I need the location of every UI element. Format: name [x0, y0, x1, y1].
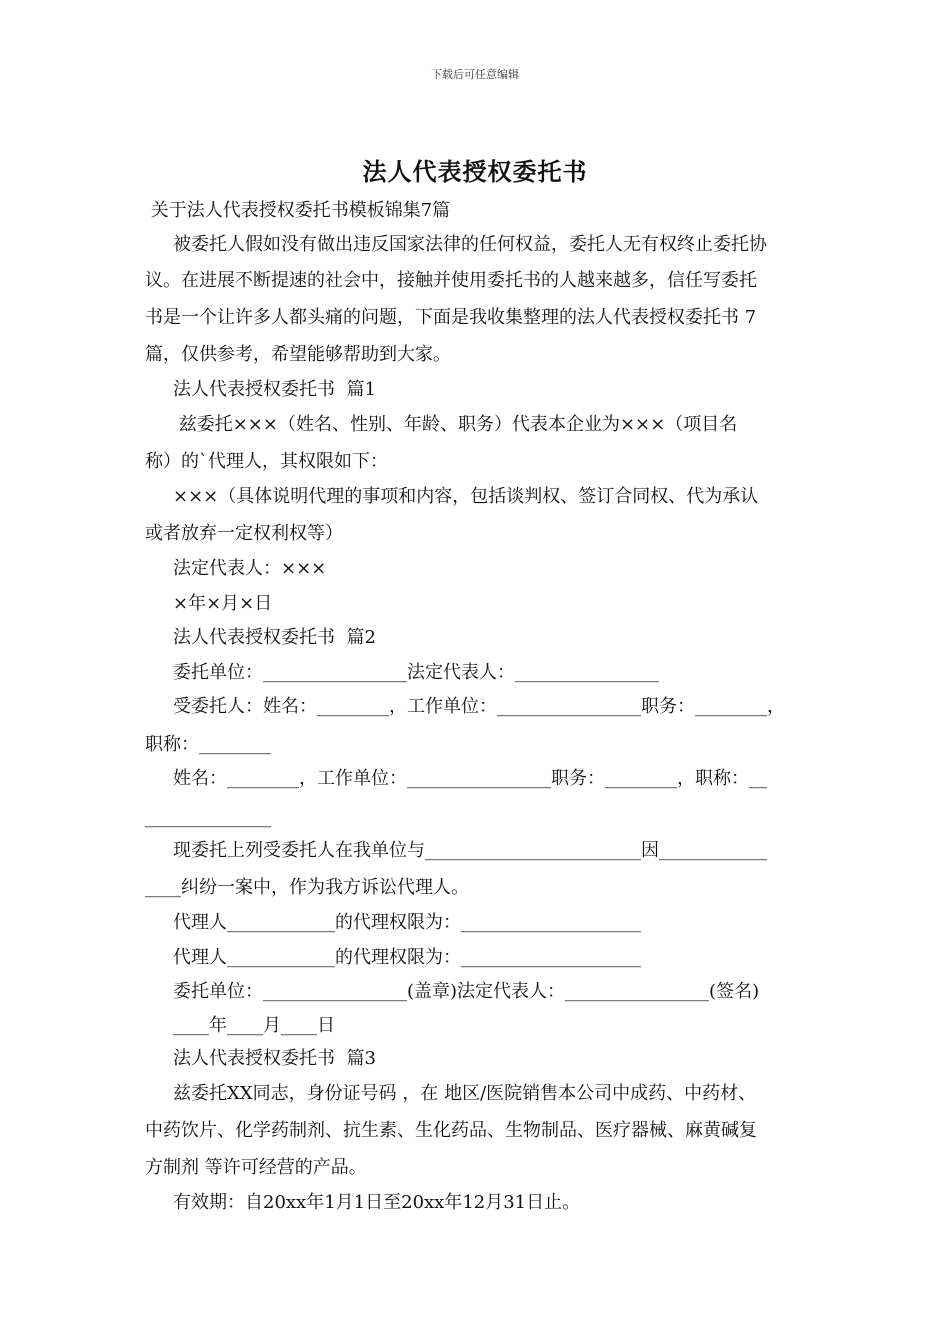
form-line: 委托单位：________________法定代表人：________________ — [173, 662, 659, 683]
form-line: 受委托人：姓名：________，工作单位：________________职务：________， — [173, 696, 785, 717]
paragraph-line: 议。在进展不断提速的社会中，接触并使用委托书的人越来越多，信任写委托 — [145, 270, 757, 291]
paragraph-line: 被委托人假如没有做出违反国家法律的任何权益，委托人无有权终止委托协 — [173, 234, 767, 255]
paragraph-line: 兹委托XX同志，身份证号码 ，在 地区/医院销售本公司中成药、中药材、 — [173, 1083, 757, 1104]
paragraph-line: 或者放弃一定权利权等） — [145, 523, 343, 544]
paragraph-line: 篇，仅供参考，希望能够帮助到大家。 — [145, 344, 451, 365]
form-line: 代理人____________的代理权限为：____________________ — [173, 912, 641, 933]
paragraph-line: 兹委托×××（姓名、性别、年龄、职务）代表本企业为×××（项目名 — [173, 414, 738, 435]
paragraph-line: ×××（具体说明代理的事项和内容，包括谈判权、签订合同权、代为承认 — [173, 486, 759, 507]
subtitle: 关于法人代表授权委托书模板锦集7篇 — [145, 200, 451, 221]
section-heading: 法人代表授权委托书 篇1 — [173, 379, 376, 400]
form-line: 姓名：________，工作单位：________________职务：________，职称：__ — [173, 768, 767, 789]
paragraph-line: 称）的`代理人，其权限如下： — [145, 451, 388, 472]
form-line: ____年____月____日 — [173, 1015, 335, 1036]
section-heading: 法人代表授权委托书 篇3 — [173, 1048, 376, 1069]
form-line: 代理人____________的代理权限为：____________________ — [173, 947, 641, 968]
form-line: 现委托上列受委托人在我单位与________________________因____________ — [173, 840, 767, 861]
paragraph-line: 中药饮片、化学药制剂、抗生素、生化药品、生物制品、医疗器械、麻黄碱复 — [145, 1120, 757, 1141]
paragraph-line: ×年×月×日 — [173, 593, 273, 614]
section-heading: 法人代表授权委托书 篇2 — [173, 627, 376, 648]
form-line: 委托单位：________________(盖章)法定代表人：________________(签名) — [173, 981, 760, 1002]
paragraph-line: 有效期：自20xx年1月1日至20xx年12月31日止。 — [173, 1192, 581, 1213]
form-line: 职称：________ — [145, 734, 271, 755]
document-title: 法人代表授权委托书 — [362, 157, 588, 186]
paragraph-line: 书是一个让许多人都头痛的问题，下面是我收集整理的法人代表授权委托书 7 — [145, 307, 757, 328]
form-line: ____纠纷一案中，作为我方诉讼代理人。 — [145, 877, 469, 898]
form-line: ______________ — [145, 807, 271, 828]
paragraph-line: 方制剂 等许可经营的产品。 — [145, 1157, 367, 1178]
page-header: 下载后可任意编辑 — [431, 68, 519, 81]
paragraph-line: 法定代表人：××× — [173, 558, 327, 579]
